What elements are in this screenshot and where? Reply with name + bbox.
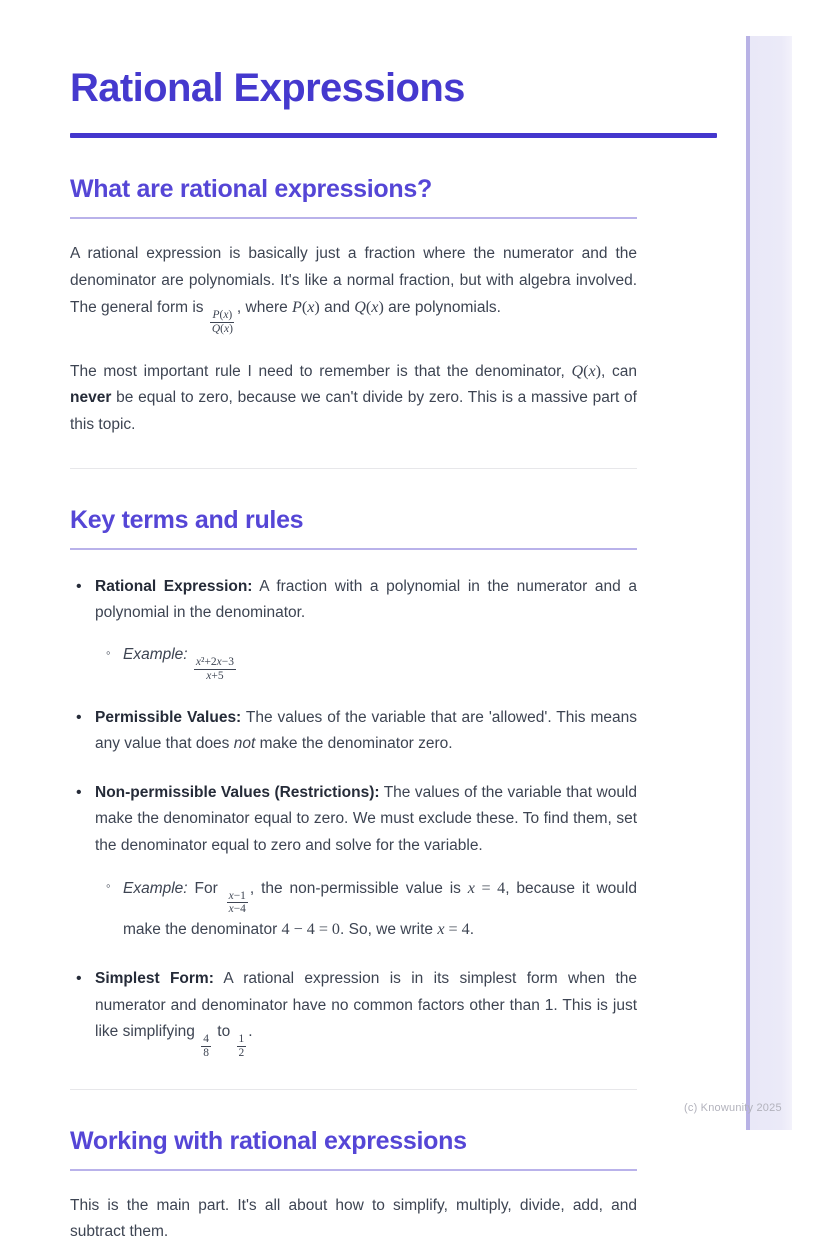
divider <box>70 1089 637 1090</box>
math-fraction: $\frac{\text{x²+2x−3}}{x+5}$ <box>195 655 234 682</box>
list-item-text: Non-permissible Values (Restrictions): The values of the variable that would make the denominator equal to zero. We must exclude these. To find them, set the denominator equal to zero and solve for the variable. <box>95 783 637 855</box>
math-inline: 4 − 4 = 0 <box>281 921 340 939</box>
list-item <box>70 966 637 1060</box>
paragraph: The most important rule I need to remember is that the denominator, Q(x), can never be equal to zero, because we can't divide by zero. This is a massive part of this topic. <box>70 362 637 434</box>
copyright-watermark: (c) Knowunity 2025 <box>684 1102 782 1114</box>
section-intro <box>70 174 637 439</box>
math-inline: x = 4 <box>467 879 506 897</box>
math-fraction: $\frac{P(x)}{Q(x)}$ <box>211 309 233 335</box>
section-key-terms <box>70 505 637 1060</box>
list-item <box>70 574 637 627</box>
section-heading-key-terms: Key terms and rules <box>70 505 637 550</box>
math-inline: Q(x) <box>354 299 384 317</box>
section-working <box>70 1126 637 1246</box>
document-content <box>70 0 637 1246</box>
math-inline: Q(x) <box>571 362 602 380</box>
math-inline: x = 4 <box>437 921 470 939</box>
bullet-icon: • <box>76 708 82 726</box>
list-item <box>70 642 637 682</box>
key-terms-list <box>70 574 637 1060</box>
next-page-edge <box>746 36 792 1130</box>
math-fraction: $\frac{1}{2}$ <box>238 1033 245 1059</box>
divider <box>70 468 637 469</box>
circle-bullet-icon: ◦ <box>106 645 111 661</box>
list-item-text: Permissible Values: The values of the variable that are 'allowed'. This means any value that does not make the denominator zero. <box>95 708 638 753</box>
paragraph: This is the main part. It's all about how to simplify, multiply, divide, add, and subtract them. <box>70 1196 637 1241</box>
paragraph: A rational expression is basically just a fraction where the numerator and the denominator are polynomials. It's like a normal fraction, but with algebra involved. The general form is $\frac{P(x)}{Q(x)}$ , where P(x) and Q(x) are polynomials. <box>70 245 637 335</box>
circle-bullet-icon: ◦ <box>106 877 111 893</box>
section-heading-intro: What are rational expressions? <box>70 174 637 219</box>
list-item-text: Simplest Form: A rational expression is in its simplest form when the numerator and denominator have no common factors other than 1. This is just like simplifying $\frac{4}{8}$ to $\frac{1}{2}$ . <box>95 969 637 1059</box>
math-fraction: $\frac{x-1}{x-4}$ <box>228 889 246 916</box>
list-item <box>70 705 637 758</box>
list-item <box>70 875 637 944</box>
list-item-text: Example: $\frac{\text{x²+2x−3}}{x+5}$ <box>123 646 234 682</box>
bullet-icon: • <box>76 969 82 987</box>
list-item-text: Example: For $\frac{x-1}{x-4}$ , the non-permissible value is x = 4, because it would make the denominator 4 − 4 = 0. So, we write x = 4. <box>123 879 637 939</box>
section-heading-working: Working with rational expressions <box>70 1126 637 1171</box>
title-divider <box>70 133 717 138</box>
bullet-icon: • <box>76 577 82 595</box>
bullet-icon: • <box>76 783 82 801</box>
list-item <box>70 780 637 860</box>
math-inline: P(x) <box>292 299 320 317</box>
math-fraction: $\frac{4}{8}$ <box>203 1033 209 1059</box>
list-item-text: Rational Expression: A fraction with a polynomial in the numerator and a polynomial in the denominator. <box>95 577 637 622</box>
page-title: Rational Expressions <box>70 66 465 110</box>
